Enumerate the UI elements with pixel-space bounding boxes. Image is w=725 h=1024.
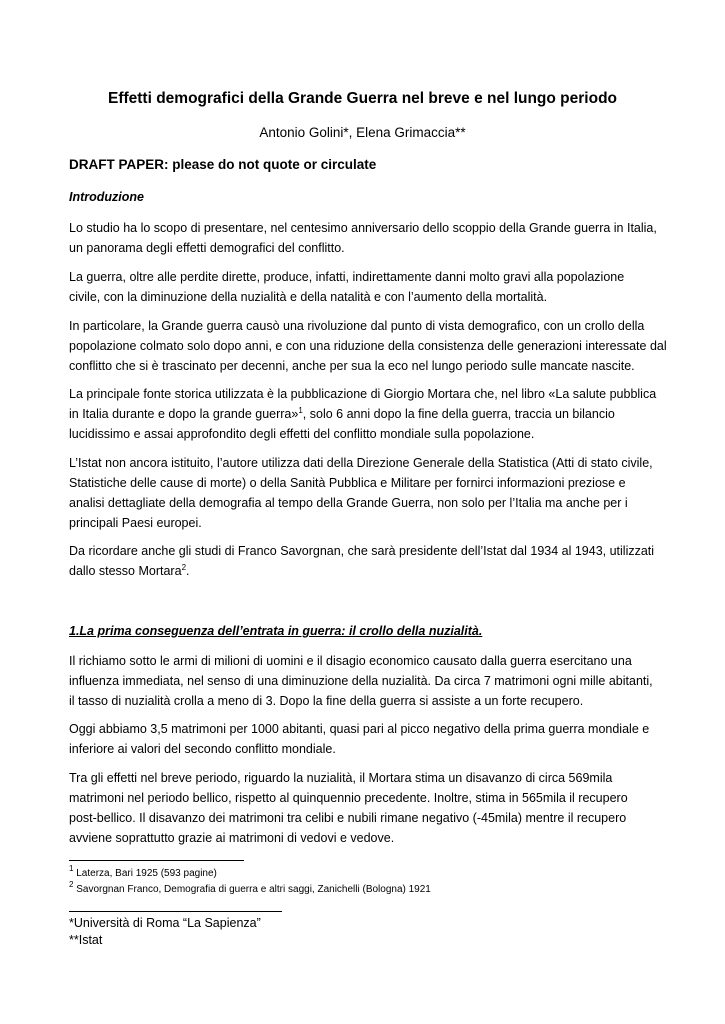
affiliation-1: *Università di Roma “La Sapienza” xyxy=(69,916,261,930)
text-line: L’Istat non ancora istituito, l’autore utilizza dati della Direzione Generale della Statistica (Atti di stato civile, xyxy=(69,456,653,470)
intro-paragraph-6 xyxy=(69,541,665,581)
footnote-text: Savorgnan Franco, Demografia di guerra e altri saggi, Zanichelli (Bologna) 1921 xyxy=(73,884,431,895)
text-line: La guerra, oltre alle perdite dirette, produce, infatti, indirettamente danni molto gravi alla popolazione xyxy=(69,270,625,284)
footnote-text: Laterza, Bari 1925 (593 pagine) xyxy=(73,868,217,879)
intro-heading: Introduzione xyxy=(69,190,144,204)
footnote-ref-1: 1 xyxy=(298,406,303,415)
text-line: civile, con la diminuzione della nuzialità e della natalità e con l’aumento della mortalità. xyxy=(69,290,548,304)
footnote-1 xyxy=(69,864,217,881)
footnote-number: 2 xyxy=(69,880,74,889)
text-line xyxy=(69,561,665,581)
text-line: La principale fonte storica utilizzata è la pubblicazione di Giorgio Mortara che, nel libro «La salute pubblica xyxy=(69,387,657,401)
footnote-2 xyxy=(69,880,431,897)
text-line: popolazione colmato solo dopo anni, e con una riduzione della consistenza delle generazioni interessate dal xyxy=(69,339,667,353)
text-fragment: in Italia durante e dopo la grande guerra» xyxy=(69,407,299,421)
text-line: avviene soprattutto grazie ai matrimoni di vedovi e vedove. xyxy=(69,831,395,845)
document-title: Effetti demografici della Grande Guerra nel breve e nel lungo periodo xyxy=(107,90,618,107)
text-fragment: , solo 6 anni dopo la fine della guerra, traccia un bilancio xyxy=(302,407,615,421)
footnote-number: 1 xyxy=(69,864,74,873)
authors-line: Antonio Golini*, Elena Grimaccia** xyxy=(259,125,466,140)
intro-paragraph-4 xyxy=(69,384,665,444)
text-line: In particolare, la Grande guerra causò una rivoluzione dal punto di vista demografico, con un crollo della xyxy=(69,319,645,333)
intro-paragraph-2 xyxy=(69,267,665,307)
text-line: il tasso di nuzialità crolla a meno di 3. Dopo la fine della guerra si assiste a un forte recupero. xyxy=(69,694,584,708)
section-1-heading: 1.La prima conseguenza dell’entrata in guerra: il crollo della nuzialità. xyxy=(69,624,483,638)
text-line: principali Paesi europei. xyxy=(69,516,202,530)
intro-paragraph-5 xyxy=(69,453,665,533)
footnote-ref-2: 2 xyxy=(181,563,187,572)
text-fragment: . xyxy=(186,564,190,578)
text-line: influenza immediata, nel senso di una diminuzione della nuzialità. Da circa 7 matrimoni ogni mille abitanti, xyxy=(69,674,653,688)
text-line: Oggi abbiamo 3,5 matrimoni per 1000 abitanti, quasi pari al picco negativo della prima guerra mondiale e xyxy=(69,722,650,736)
text-line: matrimoni nel periodo bellico, rispetto al quinquennio precedente. Inoltre, stima in 565mila il recupero xyxy=(69,791,628,805)
section-1-paragraph-2 xyxy=(69,719,665,759)
text-line: post-bellico. Il disavanzo dei matrimoni tra celibi e nubili rimane negativo (-45mila) mentre il recupero xyxy=(69,811,627,825)
affiliation-2: **Istat xyxy=(69,933,103,947)
text-fragment: dallo stesso Mortara xyxy=(69,564,182,578)
text-line: conflitto che si è trascinato per decenni, anche per sua la eco nel lungo periodo sulle mancate nascite. xyxy=(69,359,635,373)
text-line: Il richiamo sotto le armi di milioni di uomini e il disagio economico causato dalla guerra esercitano una xyxy=(69,654,632,668)
text-line: un panorama degli effetti demografici del conflitto. xyxy=(69,241,345,255)
footnote-separator xyxy=(69,860,244,861)
section-1-paragraph-1 xyxy=(69,651,665,711)
intro-paragraph-3 xyxy=(69,316,665,376)
affiliation-separator xyxy=(69,911,282,912)
text-line: lucidissimo e assai approfondito degli effetti del conflitto mondiale sulla popolazione. xyxy=(69,427,535,441)
intro-paragraph-1 xyxy=(69,218,665,258)
section-1-paragraph-3 xyxy=(69,768,665,848)
text-line: Da ricordare anche gli studi di Franco Savorgnan, che sarà presidente dell’Istat dal 1934 al 1943, utilizzati xyxy=(69,544,655,558)
draft-notice: DRAFT PAPER: please do not quote or circulate xyxy=(69,157,377,172)
text-line: Lo studio ha lo scopo di presentare, nel centesimo anniversario dello scoppio della Grande guerra in Italia, xyxy=(69,221,657,235)
text-line: analisi dettagliate della demografia al tempo della Grande Guerra, non solo per l’Italia ma anche per i xyxy=(69,496,628,510)
text-line: Tra gli effetti nel breve periodo, riguardo la nuzialità, il Mortara stima un disavanzo di circa 569mila xyxy=(69,771,613,785)
text-line: Statistiche delle cause di morte) o della Sanità Pubblica e Militare per fornirci informazioni preziose e xyxy=(69,476,626,490)
text-line: inferiore ai valori del secondo conflitto mondiale. xyxy=(69,742,336,756)
text-line xyxy=(69,404,665,424)
